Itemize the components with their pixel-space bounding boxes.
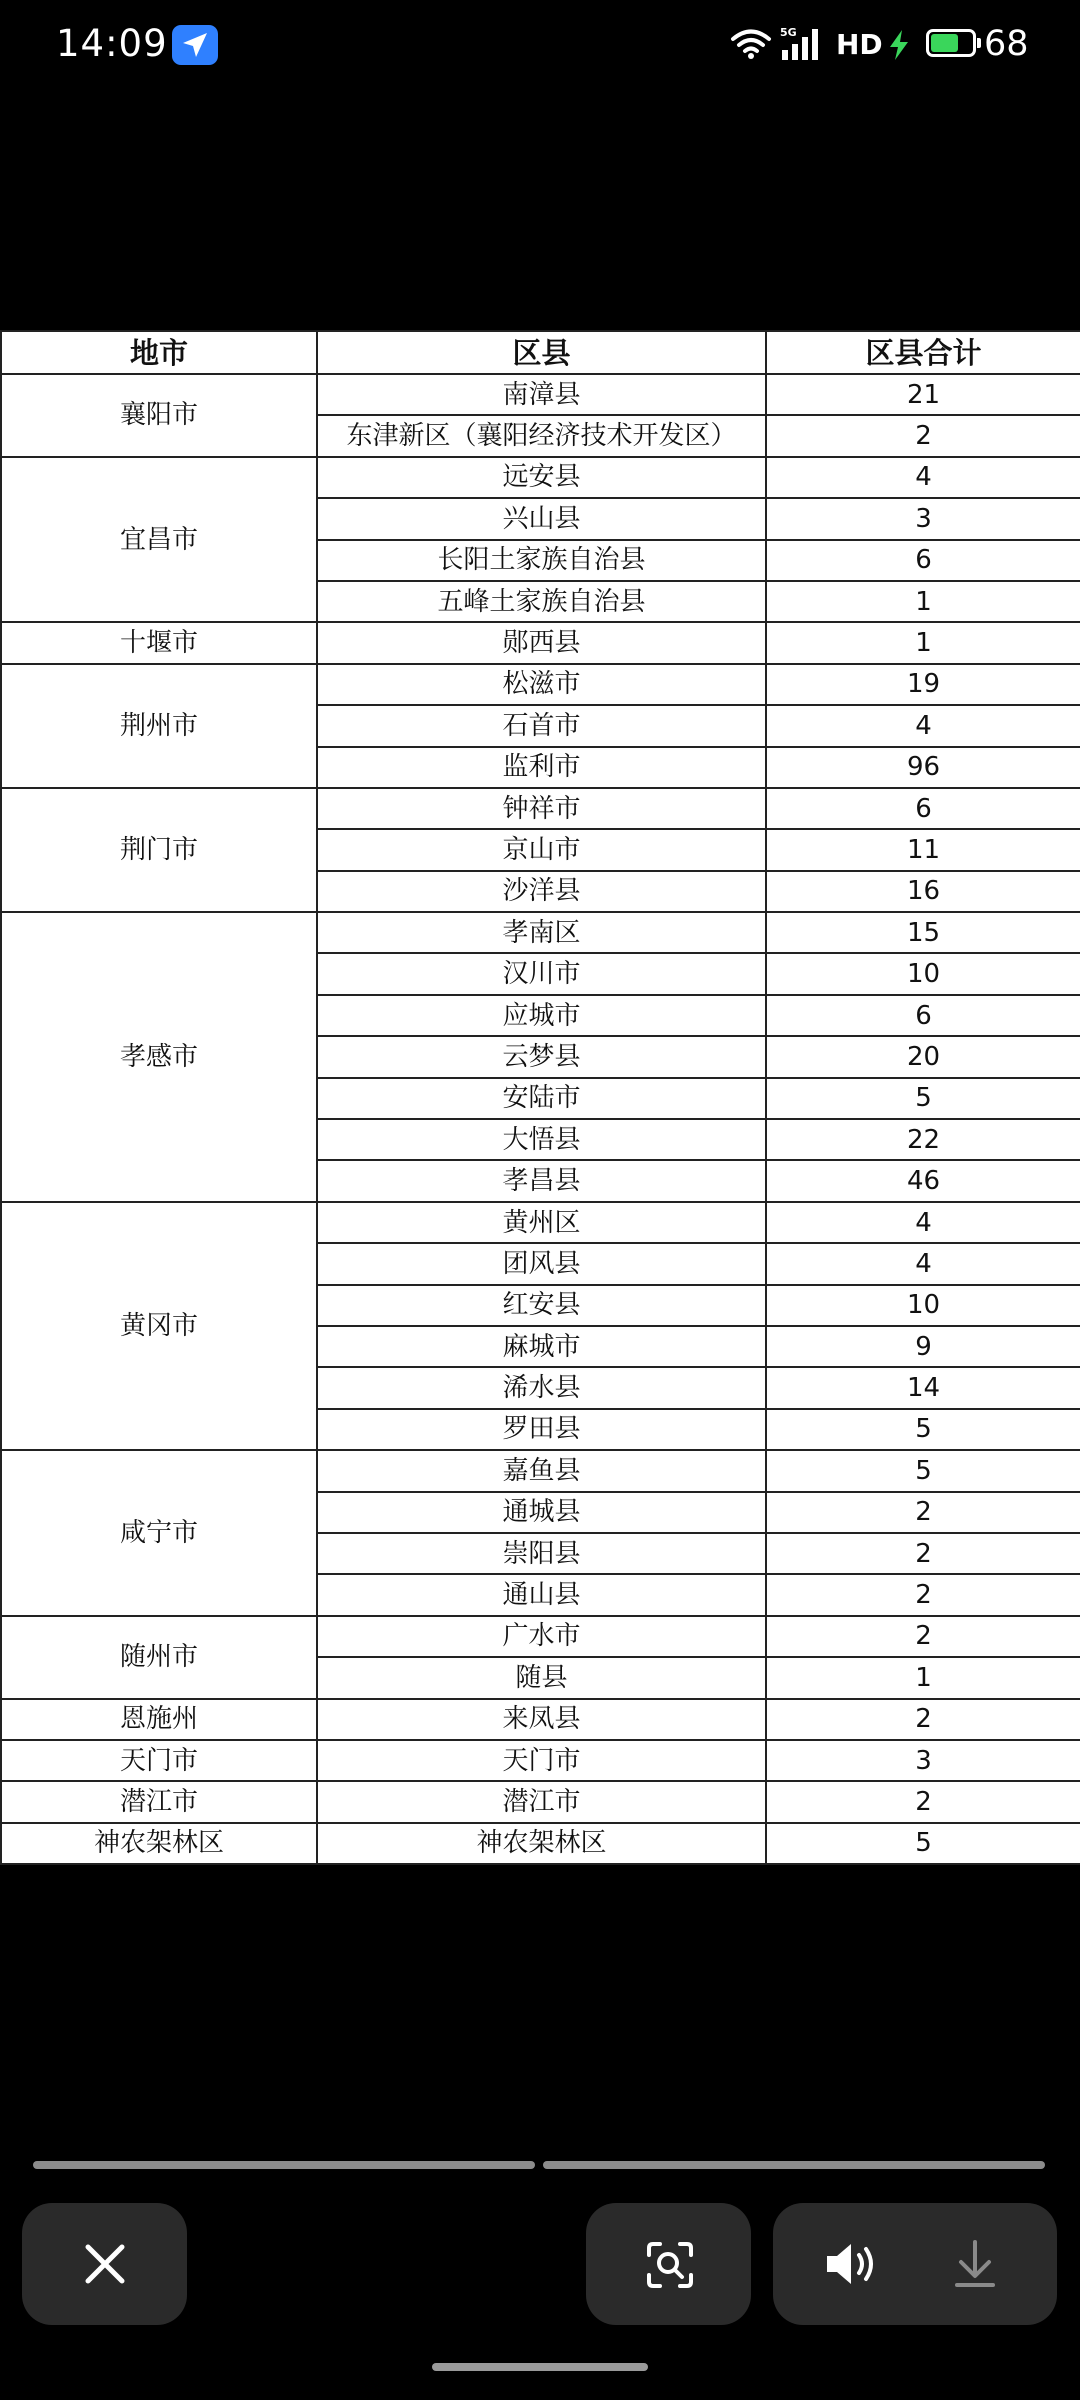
county-cell: 团风县 <box>317 1243 766 1284</box>
county-cell: 黄州区 <box>317 1202 766 1243</box>
total-cell: 6 <box>766 540 1080 581</box>
home-indicator[interactable] <box>432 2363 648 2371</box>
total-cell: 5 <box>766 1078 1080 1119</box>
total-cell: 10 <box>766 1285 1080 1326</box>
total-cell: 6 <box>766 788 1080 829</box>
network-type-label: HD <box>836 28 883 61</box>
download-icon[interactable] <box>953 2239 997 2289</box>
county-cell: 南漳县 <box>317 374 766 415</box>
county-cell: 郧西县 <box>317 622 766 663</box>
total-cell: 5 <box>766 1823 1080 1864</box>
city-cell: 恩施州 <box>1 1699 317 1740</box>
county-cell: 大悟县 <box>317 1119 766 1160</box>
total-cell: 1 <box>766 581 1080 622</box>
county-cell: 石首市 <box>317 705 766 746</box>
table-row <box>1 1740 1080 1781</box>
total-cell: 2 <box>766 1574 1080 1615</box>
county-cell: 崇阳县 <box>317 1533 766 1574</box>
county-cell: 远安县 <box>317 457 766 498</box>
status-bar <box>0 0 1080 92</box>
total-cell: 4 <box>766 1243 1080 1284</box>
navigation-icon <box>172 25 218 65</box>
county-table <box>0 330 1080 1865</box>
total-cell: 20 <box>766 1036 1080 1077</box>
total-cell: 5 <box>766 1409 1080 1450</box>
county-cell: 孝昌县 <box>317 1160 766 1201</box>
header-total: 区县合计 <box>766 331 1080 374</box>
county-table-image <box>0 330 1080 1865</box>
total-cell: 4 <box>766 457 1080 498</box>
county-cell: 钟祥市 <box>317 788 766 829</box>
total-cell: 14 <box>766 1367 1080 1408</box>
total-cell: 2 <box>766 1492 1080 1533</box>
5g-signal-icon <box>780 26 830 62</box>
county-cell: 五峰土家族自治县 <box>317 581 766 622</box>
county-cell: 红安县 <box>317 1285 766 1326</box>
city-cell: 潜江市 <box>1 1781 317 1822</box>
total-cell: 11 <box>766 829 1080 870</box>
table-row <box>1 664 1080 705</box>
county-cell: 松滋市 <box>317 664 766 705</box>
table-row <box>1 1616 1080 1657</box>
city-cell: 天门市 <box>1 1740 317 1781</box>
county-cell: 东津新区（襄阳经济技术开发区） <box>317 415 766 456</box>
total-cell: 2 <box>766 415 1080 456</box>
close-button[interactable] <box>22 2203 187 2325</box>
total-cell: 3 <box>766 498 1080 539</box>
table-row <box>1 622 1080 663</box>
table-body <box>1 374 1080 1864</box>
total-cell: 2 <box>766 1533 1080 1574</box>
table-row <box>1 1699 1080 1740</box>
header-city: 地市 <box>1 331 317 374</box>
county-cell: 孝南区 <box>317 912 766 953</box>
total-cell: 5 <box>766 1450 1080 1491</box>
county-cell: 汉川市 <box>317 953 766 994</box>
svg-text:5G: 5G <box>780 26 797 39</box>
total-cell: 15 <box>766 912 1080 953</box>
county-cell: 随县 <box>317 1657 766 1698</box>
total-cell: 22 <box>766 1119 1080 1160</box>
battery-percent: 68 <box>984 24 1029 64</box>
header-county: 区县 <box>317 331 766 374</box>
county-cell: 长阳土家族自治县 <box>317 540 766 581</box>
total-cell: 2 <box>766 1616 1080 1657</box>
county-cell: 京山市 <box>317 829 766 870</box>
city-cell: 孝感市 <box>1 912 317 1202</box>
city-cell: 宜昌市 <box>1 457 317 623</box>
table-row <box>1 374 1080 415</box>
total-cell: 9 <box>766 1326 1080 1367</box>
county-cell: 来凤县 <box>317 1699 766 1740</box>
visual-search-button[interactable] <box>586 2203 751 2325</box>
county-cell: 嘉鱼县 <box>317 1450 766 1491</box>
city-cell: 荆门市 <box>1 788 317 912</box>
city-cell: 襄阳市 <box>1 374 317 457</box>
battery-level <box>931 34 958 52</box>
charging-icon <box>888 30 910 60</box>
total-cell: 96 <box>766 747 1080 788</box>
total-cell: 2 <box>766 1781 1080 1822</box>
county-cell: 天门市 <box>317 1740 766 1781</box>
total-cell: 1 <box>766 1657 1080 1698</box>
table-row <box>1 1823 1080 1864</box>
county-cell: 兴山县 <box>317 498 766 539</box>
county-cell: 神农架林区 <box>317 1823 766 1864</box>
county-cell: 潜江市 <box>317 1781 766 1822</box>
county-cell: 浠水县 <box>317 1367 766 1408</box>
table-row <box>1 788 1080 829</box>
table-row <box>1 1450 1080 1491</box>
page-indicator-1 <box>33 2161 535 2169</box>
total-cell: 2 <box>766 1699 1080 1740</box>
county-cell: 安陆市 <box>317 1078 766 1119</box>
city-cell: 神农架林区 <box>1 1823 317 1864</box>
battery-icon <box>926 29 976 57</box>
city-cell: 咸宁市 <box>1 1450 317 1616</box>
table-row <box>1 457 1080 498</box>
scan-search-icon <box>646 2241 694 2289</box>
total-cell: 10 <box>766 953 1080 994</box>
wifi-icon <box>730 28 772 60</box>
table-row <box>1 1781 1080 1822</box>
county-cell: 广水市 <box>317 1616 766 1657</box>
total-cell: 19 <box>766 664 1080 705</box>
county-cell: 云梦县 <box>317 1036 766 1077</box>
media-controls <box>773 2203 1057 2325</box>
county-cell: 监利市 <box>317 747 766 788</box>
county-cell: 沙洋县 <box>317 871 766 912</box>
status-time: 14:09 <box>56 22 168 65</box>
total-cell: 46 <box>766 1160 1080 1201</box>
page-indicator-2 <box>543 2161 1045 2169</box>
table-row <box>1 912 1080 953</box>
county-cell: 应城市 <box>317 995 766 1036</box>
total-cell: 4 <box>766 1202 1080 1243</box>
city-cell: 黄冈市 <box>1 1202 317 1450</box>
table-header-row <box>1 331 1080 374</box>
total-cell: 16 <box>766 871 1080 912</box>
speaker-icon[interactable] <box>825 2241 881 2287</box>
county-cell: 通城县 <box>317 1492 766 1533</box>
city-cell: 荆州市 <box>1 664 317 788</box>
table-row <box>1 1202 1080 1243</box>
county-cell: 麻城市 <box>317 1326 766 1367</box>
battery-cap <box>977 38 981 48</box>
city-cell: 十堰市 <box>1 622 317 663</box>
county-cell: 通山县 <box>317 1574 766 1615</box>
city-cell: 随州市 <box>1 1616 317 1699</box>
close-icon <box>83 2242 127 2286</box>
total-cell: 4 <box>766 705 1080 746</box>
total-cell: 1 <box>766 622 1080 663</box>
total-cell: 6 <box>766 995 1080 1036</box>
total-cell: 21 <box>766 374 1080 415</box>
county-cell: 罗田县 <box>317 1409 766 1450</box>
total-cell: 3 <box>766 1740 1080 1781</box>
